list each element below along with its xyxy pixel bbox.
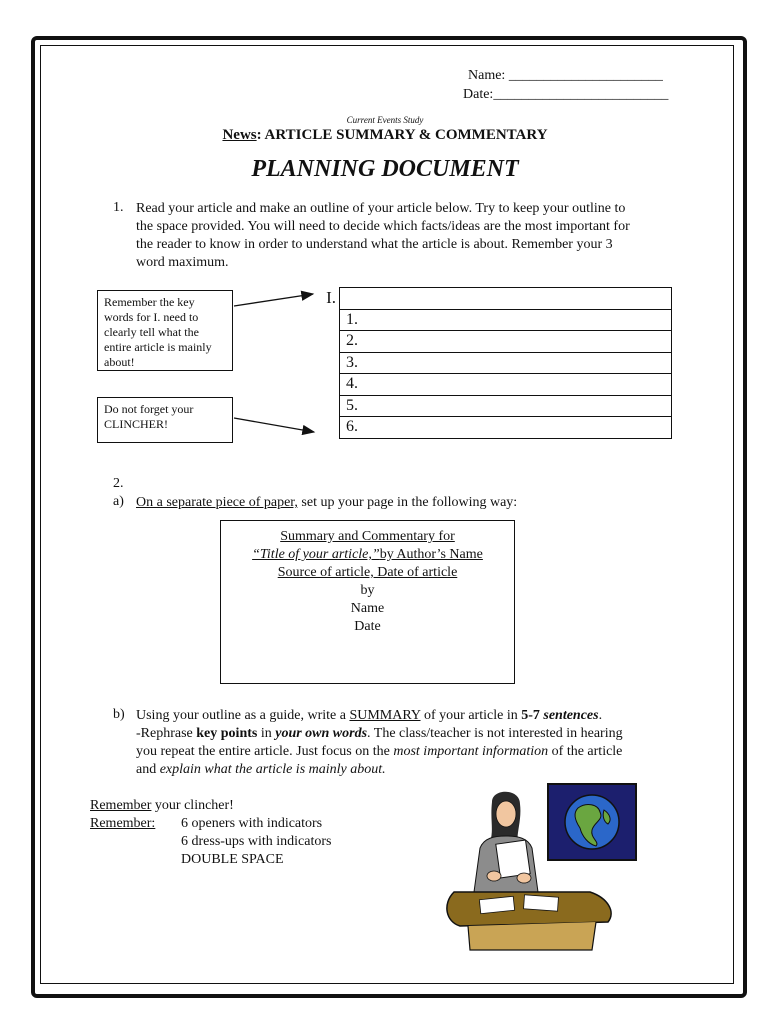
- b4-pre: and: [136, 762, 160, 777]
- b-summary: SUMMARY: [349, 708, 421, 723]
- box-line-4: by: [360, 583, 375, 598]
- title-rest: : ARTICLE SUMMARY & COMMENTARY: [256, 127, 548, 143]
- step2-number: 2.: [113, 476, 124, 491]
- anchor-person-icon: [474, 792, 538, 892]
- reminder-item-1: 6 openers with indicators: [181, 816, 323, 831]
- outline-item-5[interactable]: 5.: [340, 395, 672, 417]
- step1-line-2: the space provided. You will need to decide which facts/ideas are the most important for: [136, 219, 630, 234]
- reminder-item-2: 6 dress-ups with indicators: [181, 834, 332, 849]
- globe-picture-icon: [548, 784, 636, 860]
- outline-item-3[interactable]: 3.: [340, 352, 672, 374]
- step2a-label: a): [113, 494, 124, 509]
- reminder-list: [181, 815, 331, 869]
- step2a-underlined: On a separate piece of paper,: [136, 495, 298, 510]
- b2-key: key points: [196, 726, 258, 741]
- outline-item-4[interactable]: 4.: [340, 374, 672, 396]
- step2b-label: b): [113, 707, 125, 722]
- b2-in: in: [257, 726, 276, 741]
- outline-item-6[interactable]: 6.: [340, 417, 672, 439]
- b2-own: your own words: [275, 726, 368, 741]
- step1-number: 1.: [113, 200, 124, 215]
- reminder-text-1: your clincher!: [151, 798, 234, 813]
- b2-pre: -Rephrase: [136, 726, 197, 741]
- outline-item-2[interactable]: 2.: [340, 331, 672, 353]
- b3-italic: most important information: [393, 744, 549, 759]
- news-anchor-illustration: [440, 780, 640, 955]
- box-line-5: Name: [350, 601, 385, 616]
- b3-rest: of the article: [548, 744, 623, 759]
- desk-icon: [447, 892, 611, 950]
- arrow-to-clincher: [234, 418, 314, 432]
- step1-line-1: Read your article and make an outline of your article below. Try to keep your outline to: [136, 201, 626, 216]
- b2-rest: . The class/teacher is not interested in hearing: [367, 726, 623, 741]
- step2b-line-4: [136, 761, 696, 779]
- box-line-1: Summary and Commentary for: [280, 529, 455, 544]
- b-count: 5-7: [521, 708, 544, 723]
- box-author: by Author’s Name: [379, 547, 483, 562]
- step2b-text: [136, 707, 696, 779]
- outline-item-1[interactable]: 1.: [340, 309, 672, 331]
- box-line-2: [221, 546, 514, 564]
- heading-example-box: [220, 520, 515, 684]
- b-end: .: [598, 708, 603, 723]
- study-label: Current Events Study: [346, 115, 424, 125]
- planning-title: PLANNING DOCUMENT: [251, 156, 519, 182]
- clincher-note: Do not forget your CLINCHER!: [97, 397, 233, 443]
- step1-line-3: the reader to know in order to understand what the article is about. Remember your 3: [136, 237, 613, 252]
- arrow-to-main-idea: [234, 294, 313, 306]
- step2b-line-1: [136, 707, 696, 725]
- b-pre: Using your outline as a guide, write a: [136, 708, 350, 723]
- step2b-line-3: [136, 743, 696, 761]
- b-sentences: sentences: [543, 708, 599, 723]
- step2b-line-2: [136, 725, 696, 743]
- box-line-3: Source of article, Date of article: [277, 565, 458, 580]
- reminder-item-3: DOUBLE SPACE: [181, 852, 284, 867]
- b3-pre: you repeat the entire article. Just focus on the: [136, 744, 394, 759]
- b4-italic: explain what the article is mainly about.: [159, 762, 386, 777]
- box-title-italic: “Title of your article,”: [252, 547, 380, 562]
- key-words-note: Remember the key words for I. need to clearly tell what the entire article is mainly about!: [97, 290, 233, 371]
- reminder-label-2: Remember:: [90, 816, 156, 831]
- b-mid: of your article in: [420, 708, 522, 723]
- reminder-label-1: Remember: [90, 798, 152, 813]
- date-field: Date:_________________________: [463, 87, 669, 102]
- step2a-text: [136, 494, 517, 512]
- box-line-6: Date: [354, 619, 381, 634]
- outline-main-label: I.: [303, 288, 340, 310]
- reminder-clincher: [90, 797, 234, 815]
- step1-line-4: word maximum.: [136, 255, 229, 270]
- name-field: Name: ______________________: [468, 68, 663, 83]
- title-news: News: [222, 127, 257, 143]
- step2a-rest: set up your page in the following way:: [297, 495, 518, 510]
